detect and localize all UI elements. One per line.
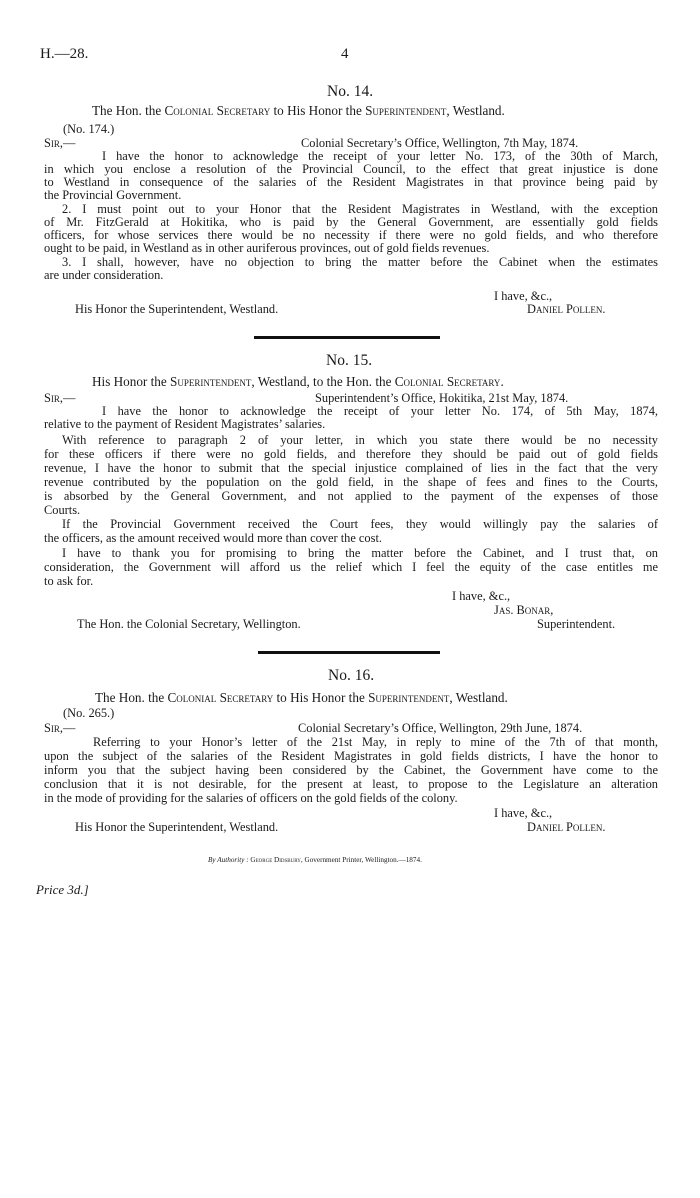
body-line: ought to be paid, in Westland as in other auriferous provinces, out of gold fields revenues.	[44, 241, 490, 255]
body-line: in the mode of providing for the salaries of officers on the gold fields of the colony.	[44, 791, 458, 805]
salutation: Sir,—	[44, 721, 76, 735]
title-sender: Superintendent	[170, 374, 252, 389]
body-line: Referring to your Honor’s letter of the 21st May, in reply to mine of the 7th of that month,	[93, 735, 658, 749]
addressee: His Honor the Superintendent, Westland.	[75, 302, 279, 316]
section-divider	[254, 336, 440, 339]
body-line: consideration, the Government will afford us the relief which I feel the equity of the case entitles me	[44, 560, 658, 574]
body-line: the officers, as the amount received would more than cover the cost.	[44, 531, 382, 545]
body-line: in which you enclose a resolution of the Provincial Council, to the effect that great injustice is done	[44, 162, 658, 176]
letter-number: No. 15.	[326, 352, 373, 369]
title-text: , Westland.	[446, 103, 505, 118]
addressee: The Hon. the Colonial Secretary, Wellington.	[77, 617, 301, 631]
signature-title: Superintendent.	[537, 617, 616, 631]
title-text: , Westland, to the Hon. the	[251, 374, 395, 389]
title-text: to His Honor the	[273, 690, 369, 705]
title-recipient: Colonial Secretary	[394, 374, 501, 389]
imprint-suffix: , Government Printer, Wellington.—1874.	[300, 856, 422, 864]
body-line: 3. I shall, however, have no objection to bring the matter before the Cabinet when the estimates	[62, 255, 658, 269]
letter-number: No. 16.	[328, 667, 375, 684]
title-recipient: Superintendent	[368, 690, 450, 705]
body-line: revenue contributed by the population on the gold field, in the shape of fees and fines to the Courts,	[44, 475, 658, 489]
section-divider	[258, 651, 440, 654]
title-sender: Colonial Secretary	[167, 690, 274, 705]
body-line: I have the honor to acknowledge the receipt of your letter No. 173, of the 30th of March,	[102, 149, 658, 163]
body-line: I have the honor to acknowledge the receipt of your letter No. 174, of 5th May, 1874,	[102, 404, 658, 418]
signature: Daniel Pollen.	[527, 820, 606, 834]
signature: Jas. Bonar,	[494, 603, 554, 617]
price: Price 3d.]	[36, 882, 89, 897]
body-line: of Mr. FitzGerald at Hokitika, who is paid by the General Government, are essentially gold fields	[44, 215, 658, 229]
letter-number: No. 14.	[327, 83, 374, 100]
body-line: I have to thank you for promising to bring the matter before the Cabinet, and I trust that, on	[62, 546, 658, 560]
body-line: Courts.	[44, 503, 81, 517]
addressee: His Honor the Superintendent, Westland.	[75, 820, 279, 834]
body-line: officers, for whose services there would be no necessity if there were no gold fields, and who therefore	[44, 228, 658, 242]
body-line: for these officers if there were no gold fields, and therefore they should be paid out of gold fields	[44, 447, 658, 461]
closing: I have, &c.,	[494, 806, 553, 820]
salutation: Sir,—	[44, 136, 76, 150]
body-line: conclusion that it is not desirable, for the present at least, to propose to the Legislature an alteration	[44, 777, 658, 791]
title-text: His Honor the	[92, 374, 171, 389]
body-line: to Westland in consequence of the salaries of the Resident Magistrates in that province being paid by	[44, 175, 658, 189]
document-reference: H.—28.	[40, 46, 89, 62]
letter-ref: (No. 265.)	[63, 706, 115, 720]
title-text: The Hon. the	[95, 690, 168, 705]
page-number: 4	[341, 46, 349, 62]
title-sender: Colonial Secretary	[164, 103, 271, 118]
body-line: With reference to paragraph 2 of your letter, in which you state there would be no necessity	[62, 433, 658, 447]
dateline: Colonial Secretary’s Office, Wellington, 7th May, 1874.	[301, 136, 579, 150]
letter-title	[92, 375, 504, 388]
letter-title	[92, 104, 505, 117]
title-text: .	[500, 374, 504, 389]
body-line: revenue, I have the honor to submit that the special injustice complained of lies in the fact that the very	[44, 461, 658, 475]
printer-name: George Didsbury	[250, 856, 301, 864]
body-line: to ask for.	[44, 574, 94, 588]
title-text: to His Honor the	[270, 103, 366, 118]
dateline: Colonial Secretary’s Office, Wellington, 29th June, 1874.	[298, 721, 583, 735]
title-recipient: Superintendent	[365, 103, 447, 118]
body-line: inform you that the subject having been considered by the Cabinet, the Government have come to the	[44, 763, 658, 777]
imprint-prefix: By Authority :	[208, 856, 251, 864]
body-line: are under consideration.	[44, 268, 164, 282]
letter-title	[95, 691, 508, 704]
closing: I have, &c.,	[452, 589, 511, 603]
signature: Daniel Pollen.	[527, 302, 606, 316]
title-text: The Hon. the	[92, 103, 165, 118]
body-line: If the Provincial Government received the Court fees, they would willingly pay the salaries of	[62, 517, 658, 531]
body-line: relative to the payment of Resident Magistrates’ salaries.	[44, 417, 326, 431]
printer-imprint	[208, 856, 422, 864]
title-text: , Westland.	[449, 690, 508, 705]
dateline: Superintendent’s Office, Hokitika, 21st May, 1874.	[315, 391, 569, 405]
body-line: is absorbed by the General Government, and not applied to the payment of the expenses of those	[44, 489, 658, 503]
body-line: the Provincial Government.	[44, 188, 182, 202]
body-line: upon the subject of the salaries of the Resident Magistrates in gold fields districts, I have the honor to	[44, 749, 658, 763]
letter-ref: (No. 174.)	[63, 122, 115, 136]
body-line: 2. I must point out to your Honor that the Resident Magistrates in Westland, with the exception	[62, 202, 658, 216]
closing: I have, &c.,	[494, 289, 553, 303]
salutation: Sir,—	[44, 391, 76, 405]
